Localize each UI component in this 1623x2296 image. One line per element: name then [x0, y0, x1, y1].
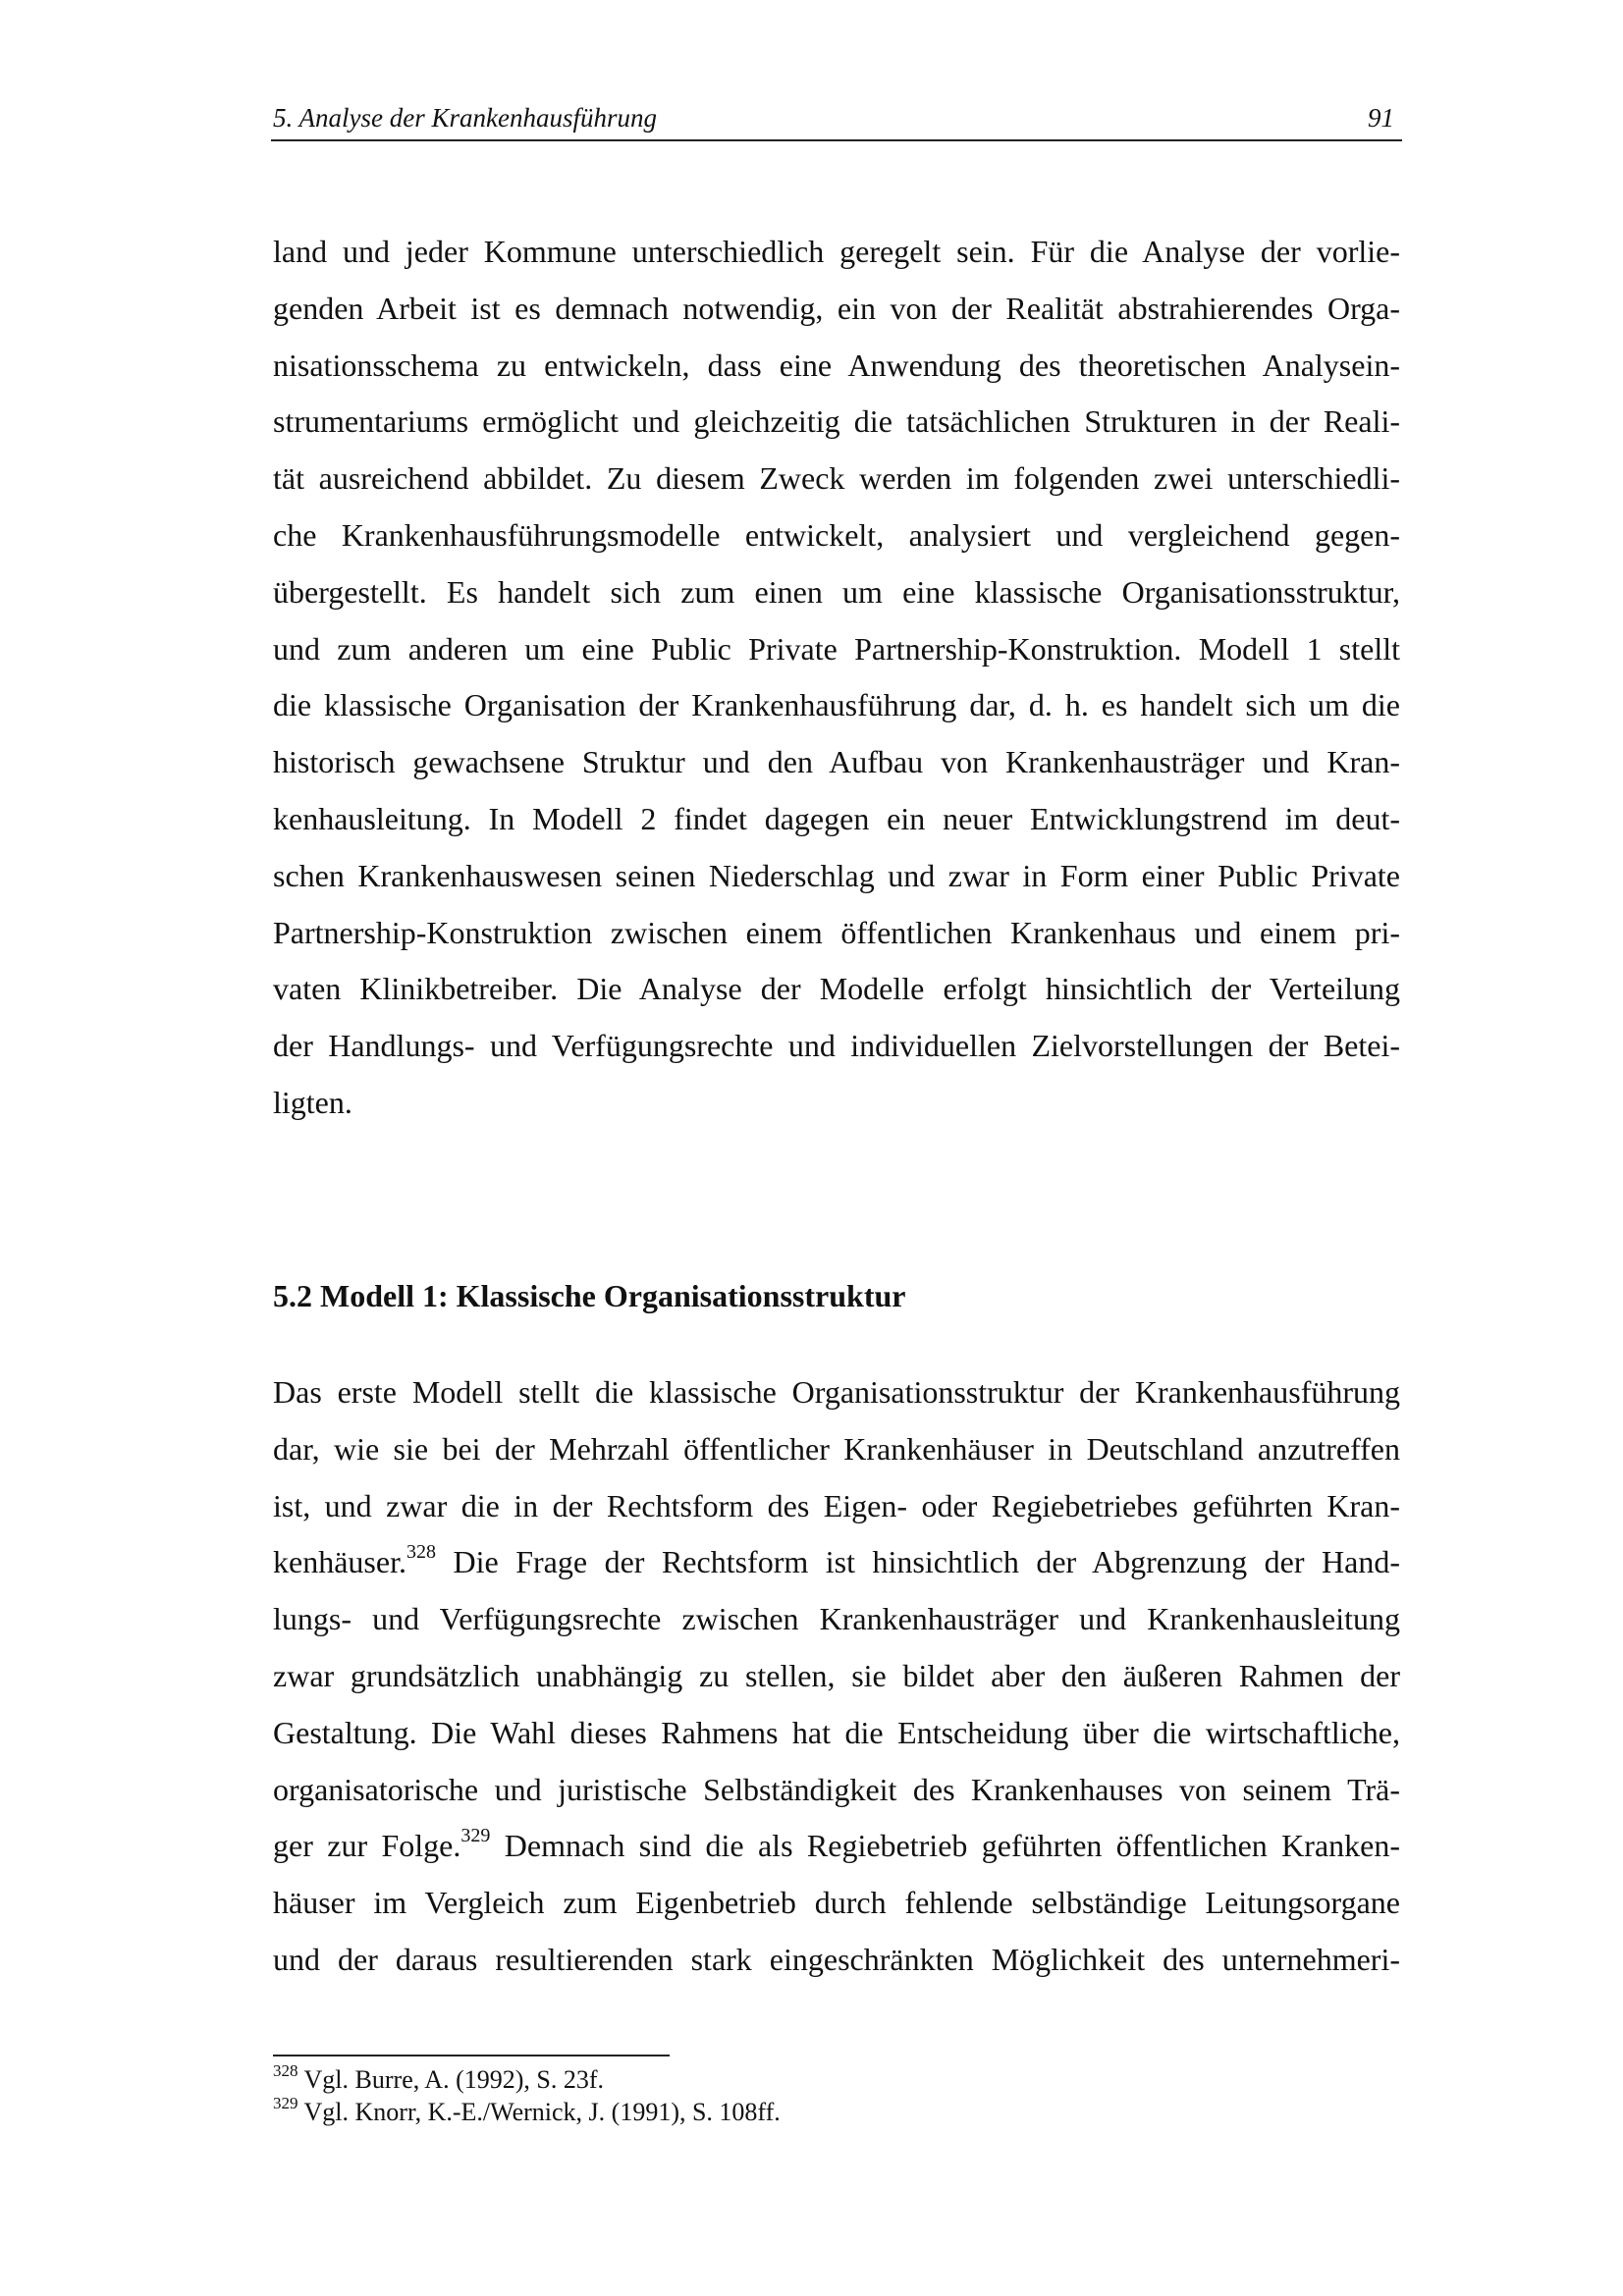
text-line: genden Arbeit ist es demnach notwendig, ein von der Realität abstrahierendes Orga- — [273, 290, 1400, 326]
footnote-divider — [273, 2055, 670, 2056]
footnote-reference[interactable]: 329 — [460, 1824, 491, 1846]
footnote-reference[interactable]: 328 — [406, 1540, 436, 1563]
text-line — [273, 1818, 1400, 1875]
footnote — [273, 2063, 1353, 2096]
text-fragment: ger zur Folge. — [273, 1828, 461, 1864]
text-line: vaten Klinikbetreiber. Die Analyse der Modelle erfolgt hinsichtlich der Verteilung — [273, 971, 1400, 1007]
text-line: und zum anderen um eine Public Private Partnership-Konstruktion. Modell 1 stellt — [273, 630, 1400, 667]
text-line: tät ausreichend abbildet. Zu diesem Zweck werden im folgenden zwei unterschiedli- — [273, 460, 1400, 497]
text-line: dar, wie sie bei der Mehrzahl öffentlicher Krankenhäuser in Deutschland anzutreffen — [273, 1430, 1400, 1467]
text-line: land und jeder Kommune unterschiedlich geregelt sein. Für die Analyse der vorlie- — [273, 234, 1400, 269]
chapter-title: 5. Analyse der Krankenhausführung — [273, 103, 657, 133]
text-fragment: kenhäuser. — [273, 1544, 406, 1580]
running-header — [271, 96, 1402, 141]
text-line: kenhausleitung. In Modell 2 findet dagegen ein neuer Entwicklungstrend im deut- — [273, 800, 1400, 836]
text-line: ist, und zwar die in der Rechtsform des Eigen- oder Regiebetriebes geführten Kran- — [273, 1487, 1400, 1523]
text-line: und der daraus resultierenden stark eingeschränkten Möglichkeit des unternehmeri- — [273, 1941, 1400, 1977]
paragraph-model-1 — [273, 1364, 1400, 1989]
footnotes — [273, 2063, 1353, 2128]
text-line: die klassische Organisation der Krankenhausführung dar, d. h. es handelt sich um die — [273, 687, 1400, 723]
footnote — [273, 2096, 1353, 2128]
text-fragment: Die Frage der Rechtsform ist hinsichtlich der Abgrenzung der Hand- — [435, 1544, 1400, 1580]
text-line — [273, 1534, 1400, 1591]
text-line: der Handlungs- und Verfügungsrechte und individuellen Zielvorstellungen der Betei- — [273, 1028, 1400, 1064]
text-line: ligten. — [273, 1084, 352, 1120]
page-number: 91 — [1368, 103, 1394, 133]
text-line: nisationsschema zu entwickeln, dass eine Anwendung des theoretischen Analysein- — [273, 347, 1400, 383]
text-line: Gestaltung. Die Wahl dieses Rahmens hat die Entscheidung über die wirtschaftliche, — [273, 1714, 1400, 1750]
text-line: schen Krankenhauswesen seinen Niederschlag und zwar in Form einer Public Private — [273, 857, 1400, 893]
text-line: übergestellt. Es handelt sich zum einen um eine klassische Organisationsstruktur, — [273, 573, 1400, 610]
text-line: organisatorische und juristische Selbständigkeit des Krankenhauses von seinem Trä- — [273, 1771, 1400, 1807]
text-line: Das erste Modell stellt die klassische Organisationsstruktur der Krankenhausführung — [273, 1374, 1400, 1410]
text-line: che Krankenhausführungsmodelle entwickelt, analysiert und vergleichend gegen- — [273, 516, 1400, 553]
text-fragment: Demnach sind die als Regiebetrieb geführten öffentlichen Kranken- — [490, 1828, 1401, 1864]
paragraph-intro — [273, 224, 1400, 1132]
footnote-number: 329 — [273, 2094, 298, 2113]
footnote-number: 328 — [273, 2061, 298, 2081]
text-line: strumentariums ermöglicht und gleichzeitig die tatsächlichen Strukturen in der Reali- — [273, 403, 1400, 440]
text-line: zwar grundsätzlich unabhängig zu stellen, sie bildet aber den äußeren Rahmen der — [273, 1657, 1400, 1693]
footnote-text: Vgl. Knorr, K.-E./Wernick, J. (1991), S. 108ff. — [298, 2098, 781, 2126]
text-line: häuser im Vergleich zum Eigenbetrieb durch fehlende selbständige Leitungsorgane — [273, 1885, 1400, 1921]
footnote-text: Vgl. Burre, A. (1992), S. 23f. — [298, 2065, 605, 2094]
text-line: Partnership-Konstruktion zwischen einem öffentlichen Krankenhaus und einem pri- — [273, 914, 1400, 950]
text-line: lungs- und Verfügungsrechte zwischen Krankenhausträger und Krankenhausleitung — [273, 1601, 1400, 1637]
section-heading: 5.2 Modell 1: Klassische Organisationsstruktur — [273, 1278, 906, 1313]
text-line: historisch gewachsene Struktur und den Aufbau von Krankenhausträger und Kran- — [273, 744, 1400, 780]
